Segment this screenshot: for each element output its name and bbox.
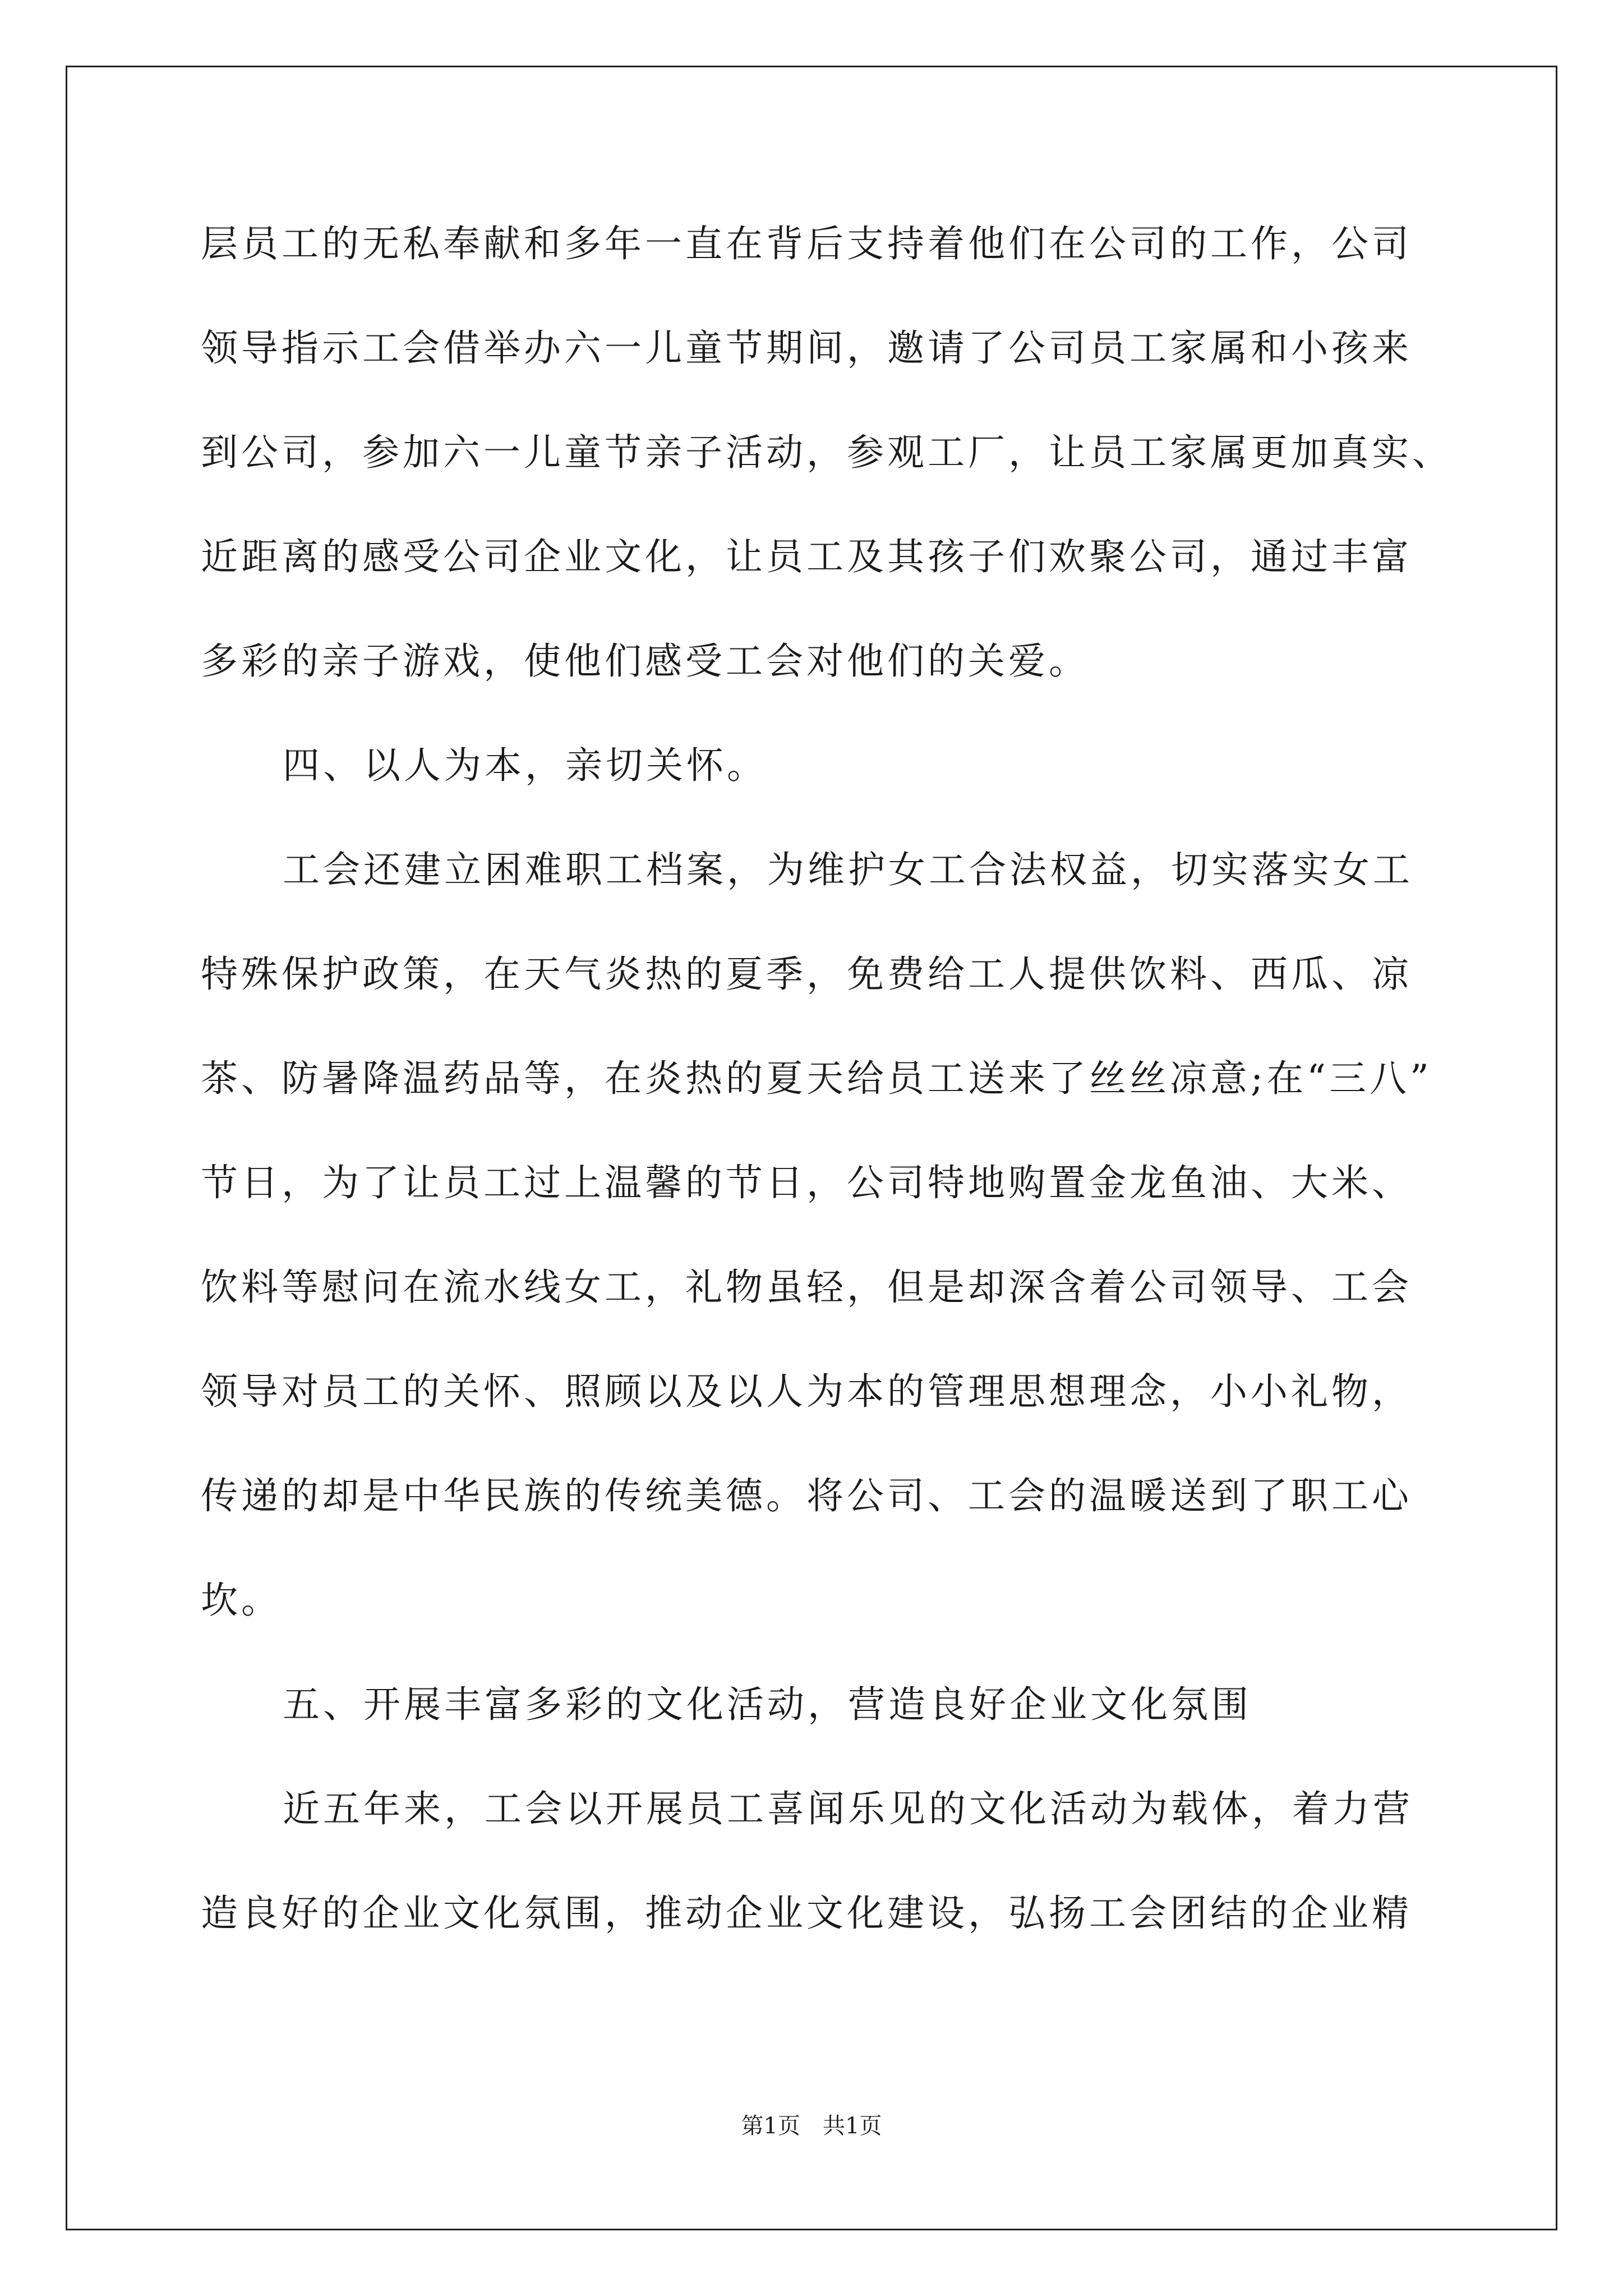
text-line: 传递的却是中华民族的传统美德。将公司、工会的温暖送到了职工心 [201,1474,1412,1517]
paragraph-start: 工会还建立困难职工档案，为维护女工合法权益，切实落实女工 [283,848,1413,891]
document-body [201,213,1463,1987]
text-line: 多彩的亲子游戏，使他们感受工会对他们的关爱。 [201,639,1089,683]
page-number-total: 共1页 [823,2113,882,2139]
text-line: 饮料等慰问在流水线女工，礼物虽轻，但是却深含着公司领导、工会 [201,1266,1412,1309]
section-heading: 五、开展丰富多彩的文化活动，营造良好企业文化氛围 [283,1683,1252,1726]
page-number-current: 第1页 [741,2113,800,2139]
text-line: 特殊保护政策，在天气炎热的夏季，免费给工人提供饮料、西瓜、凉 [201,953,1412,996]
text-line: 坎。 [201,1579,282,1622]
paragraph-start: 近五年来，工会以开展员工喜闻乐见的文化活动为载体，着力营 [283,1787,1413,1830]
text-line: 领导指示工会借举办六一儿童节期间，邀请了公司员工家属和小孩来 [201,326,1412,370]
text-line: 到公司，参加六一儿童节亲子活动，参观工厂，让员工家属更加真实、 [201,431,1453,474]
text-line: 节日，为了让员工过上温馨的节日，公司特地购置金龙鱼油、大米、 [201,1161,1412,1204]
text-line: 领导对员工的关怀、照顾以及以人为本的管理思想理念，小小礼物， [201,1370,1412,1413]
page-footer [0,2113,1623,2139]
text-line: 茶、防暑降温药品等，在炎热的夏天给员工送来了丝丝凉意;在“三八” [201,1057,1432,1100]
text-line: 层员工的无私奉献和多年一直在背后支持着他们在公司的工作，公司 [201,222,1412,265]
section-heading: 四、以人为本，亲切关怀。 [283,744,767,787]
text-line: 近距离的感受公司企业文化，让员工及其孩子们欢聚公司，通过丰富 [201,535,1412,578]
text-line: 造良好的企业文化氛围，推动企业文化建设，弘扬工会团结的企业精 [201,1892,1412,1935]
